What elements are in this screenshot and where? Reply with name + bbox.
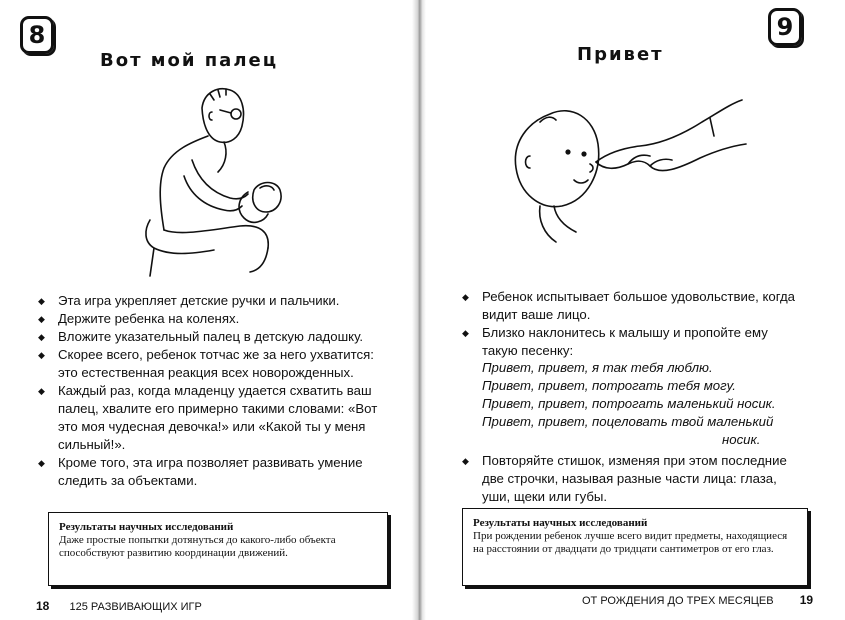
- lyric-line: Привет, привет, потрогать маленький носик.: [482, 396, 776, 411]
- list-item: ◆ Близко наклонитесь к малышу и пропойте ему такую песенку:: [462, 324, 807, 360]
- lyric-line: Привет, привет, поцеловать твой маленький: [482, 414, 774, 429]
- book-title: 125 РАЗВИВАЮЩИХ ИГР: [69, 601, 202, 613]
- list-item: ◆ Повторяйте стишок, изменяя при этом последние две строчки, называя разные части лица: глаза, уши, щеки или губы.: [462, 452, 807, 506]
- section-title: ОТ РОЖДЕНИЯ ДО ТРЕХ МЕСЯЦЕВ: [582, 595, 774, 607]
- page-number: 19: [799, 593, 814, 607]
- song-lyrics: [482, 359, 802, 449]
- right-page: [422, 0, 845, 620]
- page-footer: [36, 599, 202, 613]
- lyric-line: Привет, привет, я так тебя люблю.: [482, 360, 713, 375]
- list-item: ◆ Кроме того, эта игра позволяет развивать умение следить за объектами.: [38, 454, 383, 490]
- research-text: При рождении ребенок лучше всего видит предметы, находящиеся на расстоянии от двадцати до тридцати сантиметров от его глаз.: [473, 530, 788, 555]
- list-item: ◆ Эта игра укрепляет детские ручки и пальчики.: [38, 292, 383, 310]
- page-footer: [582, 593, 813, 607]
- instruction-list: [38, 292, 383, 490]
- research-box: [48, 512, 388, 586]
- list-item: ◆ Ребенок испытывает большое удовольствие, когда видит ваше лицо.: [462, 288, 807, 324]
- game-number-badge: 8: [20, 16, 54, 54]
- lyric-line: носик.: [722, 432, 761, 447]
- lyric-line: Привет, привет, потрогать тебя могу.: [482, 378, 736, 393]
- instruction-list-top: [462, 288, 807, 360]
- game-title: Привет: [577, 44, 664, 65]
- list-item: ◆ Вложите указательный палец в детскую ладошку.: [38, 328, 383, 346]
- instruction-list-bottom: [462, 452, 807, 506]
- game-title: Вот мой палец: [100, 50, 279, 71]
- list-item: ◆ Каждый раз, когда младенцу удается схватить ваш палец, хвалите его примерно такими словами: «Вот это моя чудесная девочка!» или «Какой ты у меня сильный!».: [38, 382, 383, 454]
- research-title: Результаты научных исследований: [473, 517, 648, 529]
- list-item: ◆ Скорее всего, ребенок тотчас же за него ухватится: это естественная реакция всех новорожденных.: [38, 346, 383, 382]
- page-number: 18: [36, 599, 50, 613]
- list-item: ◆ Держите ребенка на коленях.: [38, 310, 383, 328]
- game-number-badge: 9: [768, 8, 802, 46]
- research-box: [462, 508, 808, 586]
- parent-holding-baby-illustration: [120, 80, 290, 280]
- left-page: [0, 0, 420, 620]
- finger-touching-baby-nose-illustration: [510, 96, 750, 256]
- research-title: Результаты научных исследований: [59, 521, 234, 533]
- research-text: Даже простые попытки дотянуться до какого-либо объекта способствуют развитию координации движений.: [59, 534, 336, 559]
